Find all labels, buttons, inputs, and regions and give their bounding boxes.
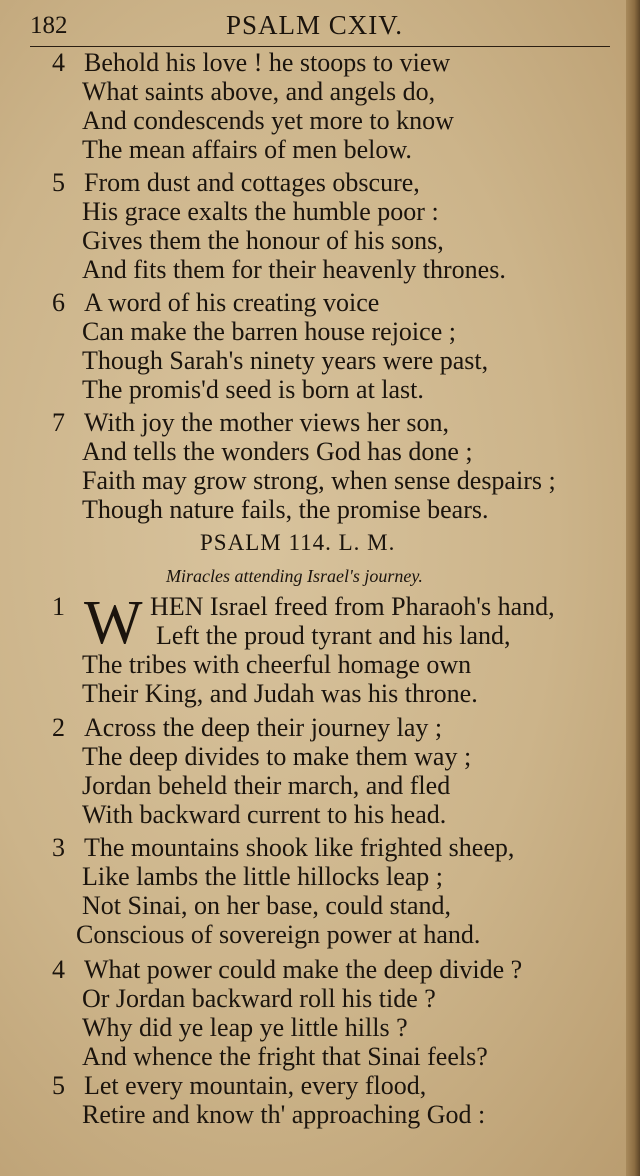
verse-number: 4 [52,955,65,984]
verse-line: Behold his love ! he stoops to view [84,48,451,77]
verse-number: 3 [52,833,65,862]
verse-line: What power could make the deep divide ? [84,955,523,984]
verse-line: Gives them the honour of his sons, [82,226,444,255]
verse-line: Their King, and Judah was his throne. [82,679,478,708]
page-header [30,10,610,47]
verse-line: The tribes with cheerful homage own [82,650,472,679]
verse-line: From dust and cottages obscure, [84,168,420,197]
verse-number: 7 [52,408,65,437]
verse-number: 5 [52,168,65,197]
running-head: PSALM CXIV. [226,10,404,40]
verse-line: Let every mountain, every flood, [84,1071,427,1100]
verse-line: And tells the wonders God has done ; [82,437,473,466]
verse-line: HEN Israel freed from Pharaoh's hand, [150,592,555,621]
verse-line: And fits them for their heavenly thrones. [82,255,506,284]
verse-line: Faith may grow strong, when sense despairs ; [82,466,556,495]
verse-line: A word of his creating voice [84,288,380,317]
verse-line: Conscious of sovereign power at hand. [76,920,481,949]
verse-line: Not Sinai, on her base, could stand, [82,891,451,920]
verse-line: Or Jordan backward roll his tide ? [82,984,436,1013]
verse-line: Jordan beheld their march, and fled [82,771,451,800]
page-edge [626,0,640,1176]
verse-number: 1 [52,592,65,621]
verse-number: 6 [52,288,65,317]
verse-line: Like lambs the little hillocks leap ; [82,862,444,891]
verse-line: Left the proud tyrant and his land, [156,621,511,650]
verse-number: 4 [52,48,65,77]
drop-cap: W [84,589,143,657]
verse-line: And whence the fright that Sinai feels? [82,1042,488,1071]
verse-number: 5 [52,1071,65,1100]
psalm-subtitle: Miracles attending Israel's journey. [166,566,423,586]
verse-line: Though Sarah's ninety years were past, [82,346,489,375]
verse-line: Retire and know th' approaching God : [82,1100,486,1129]
verse-line: Can make the barren house rejoice ; [82,317,456,346]
verse-line: The promis'd seed is born at last. [82,375,424,404]
verse-line: His grace exalts the humble poor : [82,197,439,226]
verse-line: What saints above, and angels do, [82,77,436,106]
verse-number: 2 [52,713,65,742]
verse-line: Across the deep their journey lay ; [84,713,443,742]
verse-line: With backward current to his head. [82,800,447,829]
verse-line: Though nature fails, the promise bears. [82,495,489,524]
page-number: 182 [30,12,68,39]
verse-line: The deep divides to make them way ; [82,742,472,771]
psalm-title: PSALM 114. L. M. [200,530,396,555]
verse-line: And condescends yet more to know [82,106,454,135]
verse-line: Why did ye leap ye little hills ? [82,1013,408,1042]
verse-line: The mountains shook like frighted sheep, [84,833,515,862]
verse-line: The mean affairs of men below. [82,135,412,164]
verse-line: With joy the mother views her son, [84,408,450,437]
